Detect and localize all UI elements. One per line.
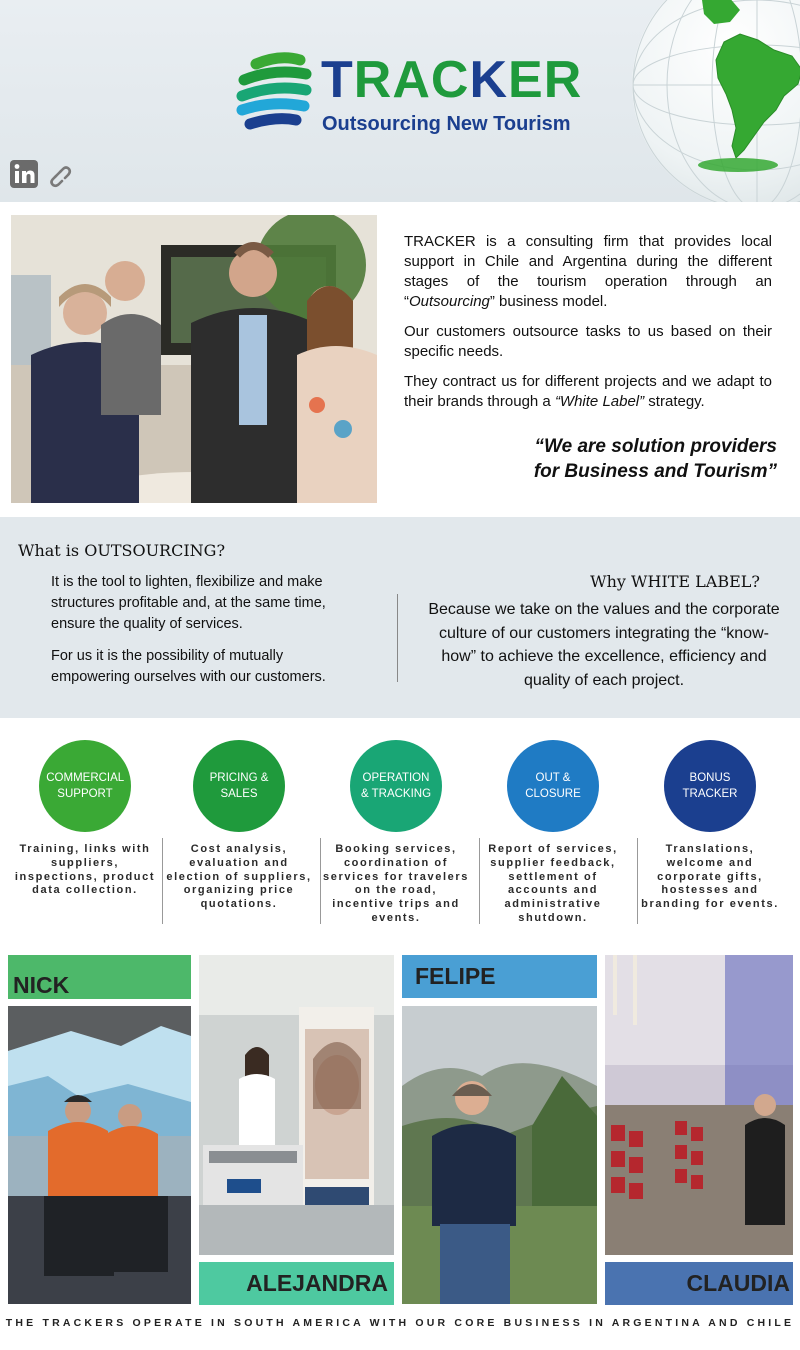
service-circle: OPERATION & TRACKING [350,740,442,832]
link-icon[interactable] [44,160,72,188]
service-description: Training, links with suppliers, inspections, product data collection. [14,843,156,897]
service-circle: OUT & CLOSURE [507,740,599,832]
service-circle: COMMERCIAL SUPPORT [39,740,131,832]
tracker-logo-icon [236,50,312,132]
felipe-machu-picchu-photo [402,1006,597,1304]
service-bonus-tracker [632,740,788,912]
team-group-photo [11,215,377,503]
band-divider [397,594,398,682]
slogan: “We are solution providers for Business and Tourism” [533,436,777,482]
team-label-alejandra: ALEJANDRA [199,1262,394,1305]
intro-paragraph-2: Our customers outsource tasks to us based on their specific needs. [404,323,772,360]
service-circle: BONUS TRACKER [664,740,756,832]
outsourcing-text: It is the tool to lighten, flexibilize and make structures profitable and, at the same time, ensure the quality of services. For us it is the possibility of mutually empowering ourselves with our customers. [51,574,326,685]
service-pricing-sales [161,740,317,912]
service-out-closure [475,740,631,926]
header-banner [0,0,800,202]
linkedin-icon[interactable] [10,160,38,188]
service-operation-tracking [318,740,474,926]
white-label-text: Because we take on the values and the corporate culture of our customers integrating the “know-how” to achieve the excellence, efficiency and quality of each project. [428,601,780,689]
service-description: Report of services, supplier feedback, settlement of accounts and administrative shutdown. [488,843,618,924]
intro-text [404,232,772,422]
team-label-felipe: FELIPE [402,955,597,998]
service-description: Booking services, coordination of services for travelers on the road, incentive trips and events. [323,843,469,924]
outsourcing-heading: What is OUTSOURCING? [18,541,226,560]
service-circle: PRICING & SALES [193,740,285,832]
alejandra-expo-photo [199,955,394,1255]
intro-paragraph-1: TRACKER is a consulting firm that provides local support in Chile and Argentina during the different stages of the tourism operation through an “Outsourcing” business model. [404,233,772,310]
service-commercial-support [7,740,163,898]
brand-tagline: Outsourcing New Tourism [322,113,571,135]
intro-paragraph-3: They contract us for different projects and we adapt to their brands through a “White Label” strategy. [404,373,772,410]
globe-illustration [632,0,800,202]
claudia-event-room-photo [605,955,793,1255]
team-label-nick: NICK [8,955,191,999]
service-description: Cost analysis, evaluation and election of suppliers, organizing price quotations. [166,843,312,911]
brand-name: TRACKER [321,51,583,109]
white-label-heading: Why WHITE LABEL? [590,572,760,591]
service-description: Translations, welcome and corporate gifts, hostesses and branding for events. [641,843,779,911]
nick-glacier-photo [8,1006,191,1304]
footer-text: THE TRACKERS OPERATE IN SOUTH AMERICA WITH OUR CORE BUSINESS IN ARGENTINA AND CHILE [5,1317,795,1329]
team-label-claudia: CLAUDIA [605,1262,793,1305]
